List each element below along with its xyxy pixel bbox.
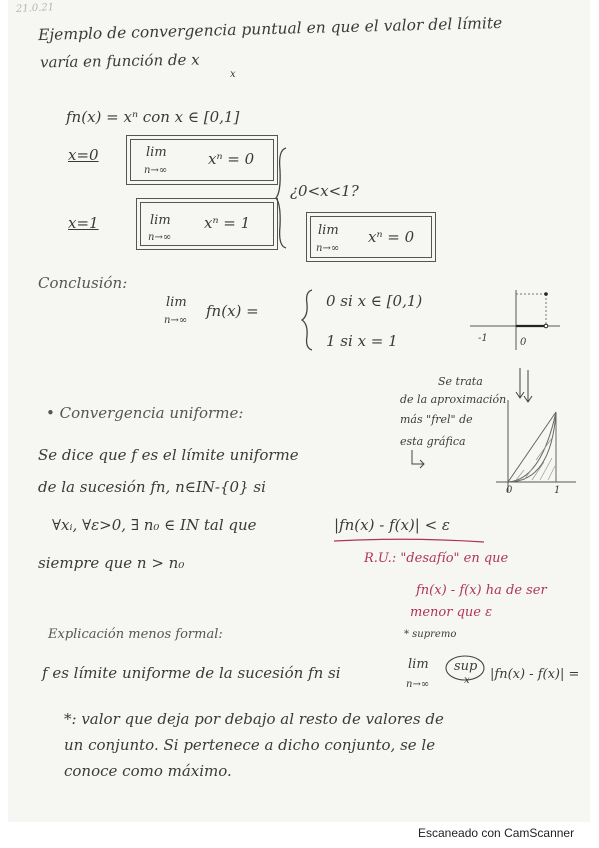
- definition-underline: [334, 538, 484, 546]
- title-line-2: varía en función de x: [39, 50, 200, 72]
- case-0-lim: lim: [146, 145, 167, 160]
- graph-1-neg-tick: -1: [478, 333, 488, 344]
- scanned-notes-page: [8, 0, 590, 822]
- conclusion-label: Conclusión:: [38, 274, 128, 292]
- header-mark: 21.0.21: [15, 2, 55, 15]
- case-0-expr: xⁿ = 0: [208, 150, 255, 168]
- case-mid-expr: xⁿ = 0: [368, 228, 415, 246]
- case-0-label: x=0: [68, 146, 99, 164]
- footnote-line-2: un conjunto. Si pertenece a dicho conjunto, se le: [64, 736, 436, 754]
- graph-2-zero-tick: 0: [506, 485, 513, 496]
- conclusion-fn: fn(x) =: [206, 302, 259, 320]
- title-line-1: Ejemplo de convergencia puntual en que el valor del límite: [37, 13, 503, 45]
- case-1-lim-sub: n→∞: [148, 232, 172, 243]
- side-note-4: esta gráfica: [400, 435, 466, 448]
- case-1-expr: xⁿ = 1: [204, 214, 251, 232]
- footnote-line-3: conoce como máximo.: [64, 762, 232, 780]
- graph-1-zero-tick: 0: [520, 337, 527, 348]
- conclusion-case-2: 1 si x = 1: [326, 332, 398, 350]
- red-note-3: menor que ε: [410, 605, 493, 620]
- conclusion-lim-sub: n→∞: [164, 315, 188, 326]
- side-note-1: Se trata: [438, 375, 483, 388]
- graph-2-one-tick: 1: [554, 485, 561, 496]
- case-1-label: x=1: [68, 214, 99, 232]
- definition-line-3-left: ∀xᵢ, ∀ε>0, ∃ n₀ ∈ IN tal que: [52, 516, 257, 534]
- supremo-note: * supremo: [404, 629, 457, 640]
- power-curves-graph: [496, 400, 576, 492]
- footnote-line-1: *: valor que deja por debajo al resto de valores de: [64, 710, 444, 728]
- case-1-lim: lim: [150, 213, 171, 228]
- fn-definition: fn(x) = xⁿ con x ∈ [0,1]: [66, 108, 240, 126]
- siempre-line: siempre que n > n₀: [38, 554, 185, 572]
- sup-lim: lim: [408, 657, 429, 672]
- sup-word: sup: [454, 659, 478, 674]
- cases-brace: [276, 148, 290, 248]
- sup-line-left: f es límite uniforme de la sucesión fn si: [42, 664, 341, 682]
- side-note-3: más "frel" de: [400, 413, 473, 426]
- question-range: ¿0<x<1?: [290, 182, 359, 200]
- sup-lim-sub: n→∞: [406, 679, 430, 690]
- sup-subscript: x: [464, 675, 470, 686]
- conclusion-brace: [302, 290, 316, 350]
- title-x-subscript: x: [230, 69, 236, 80]
- red-note-1: R.U.: "desafío" en que: [364, 551, 509, 566]
- side-note-hook-arrow: [408, 450, 428, 472]
- definition-line-3-right: |fn(x) - f(x)| < ε: [334, 516, 450, 534]
- side-note-2: de la aproximación: [400, 393, 507, 406]
- case-0-lim-sub: n→∞: [144, 165, 168, 176]
- conclusion-case-1: 0 si x ∈ [0,1): [326, 292, 423, 310]
- case-mid-lim-sub: n→∞: [316, 243, 340, 254]
- case-mid-lim: lim: [318, 223, 339, 238]
- explanation-label: Explicación menos formal:: [48, 627, 223, 642]
- sup-expr: |fn(x) - f(x)| =: [490, 667, 580, 682]
- definition-line-2: de la sucesión fn, n∈IN-{0} si: [38, 478, 266, 496]
- camscanner-footer: Escaneado con CamScanner: [418, 826, 575, 840]
- conclusion-lim: lim: [166, 295, 187, 310]
- case-0-box: [126, 135, 278, 185]
- uniform-heading: • Convergencia uniforme:: [46, 404, 244, 422]
- red-note-2: fn(x) - f(x) ha de ser: [416, 583, 547, 598]
- definition-line-1: Se dice que f es el límite uniforme: [38, 446, 299, 464]
